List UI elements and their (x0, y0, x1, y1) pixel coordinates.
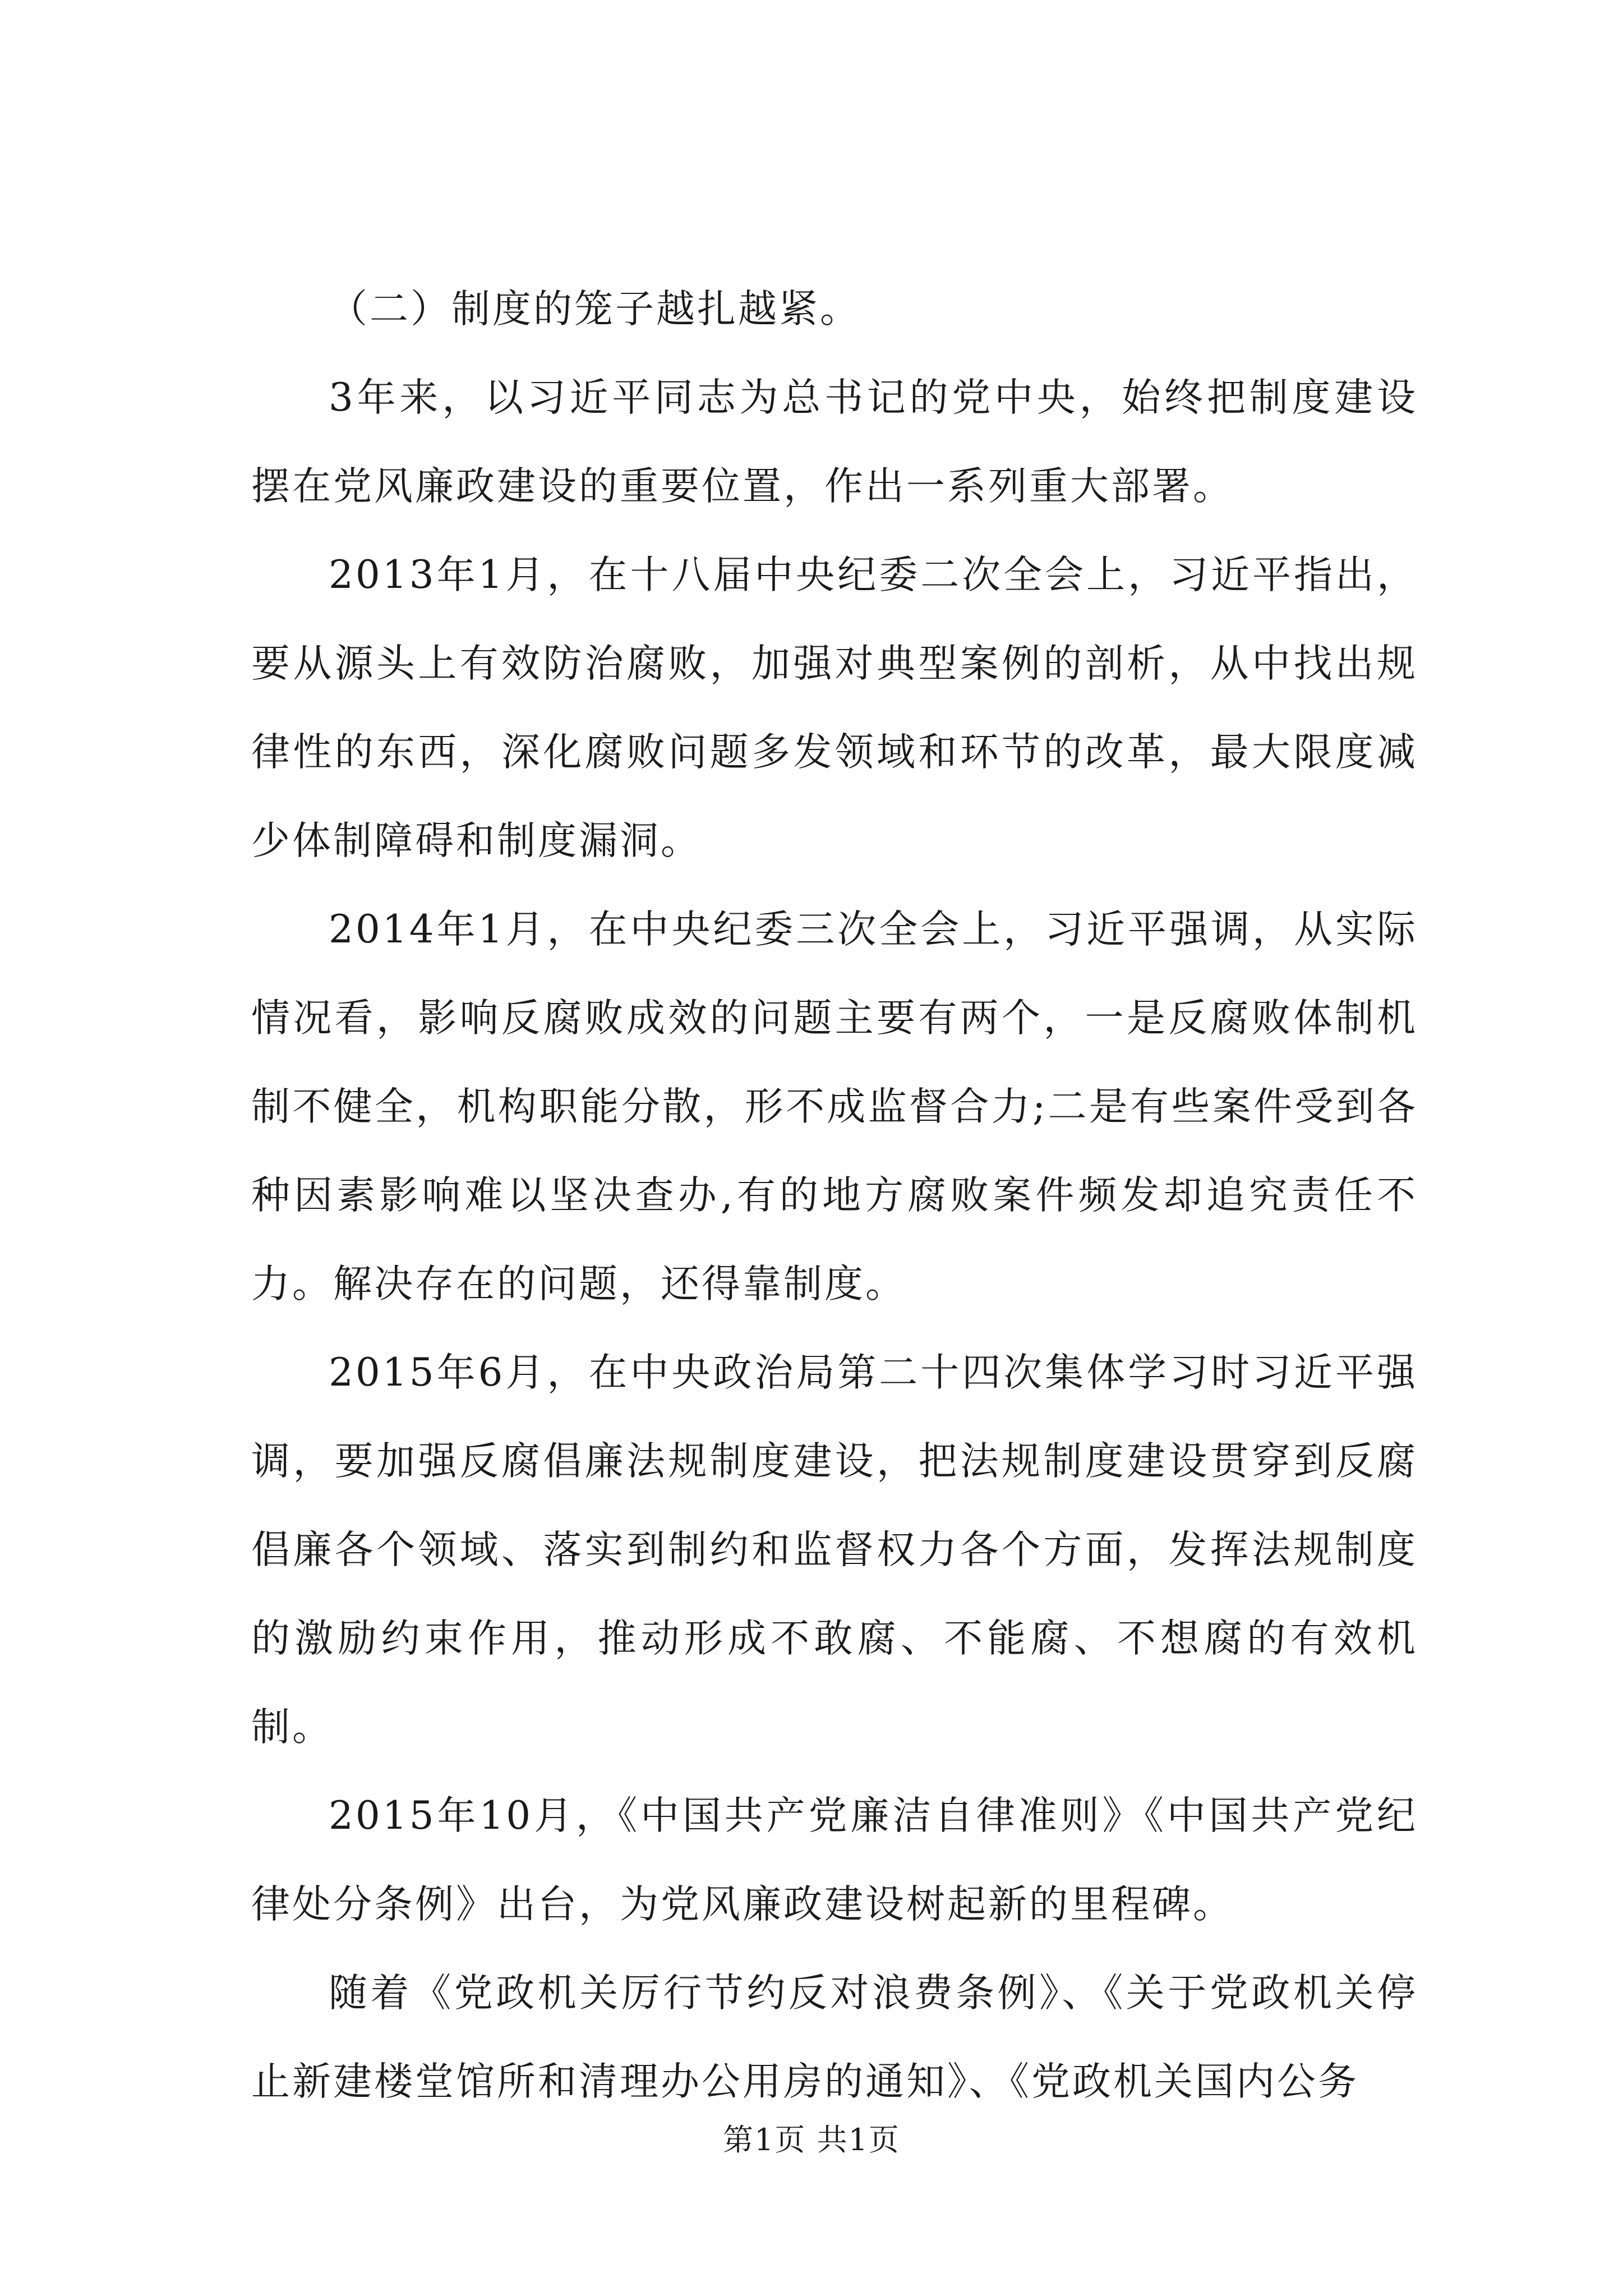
paragraph: 2014年1月，在中央纪委三次全会上，习近平强调，从实际情况看，影响反腐败成效的问题主要有两个，一是反腐败体制机制不健全，机构职能分散，形不成监督合力;二是有些案件受到各种因素影响难以坚决查办,有的地方腐败案件频发却追究责任不力。解决存在的问题，还得靠制度。 (251, 907, 1418, 1306)
paragraph: 3年来，以习近平同志为总书记的党中央，始终把制度建设摆在党风廉政建设的重要位置，作出一系列重大部署。 (251, 375, 1418, 509)
paragraph: 2015年6月，在中央政治局第二十四次集体学习时习近平强调，要加强反腐倡廉法规制度建设，把法规制度建设贯穿到反腐倡廉各个领域、落实到制约和监督权力各个方面，发挥法规制度的激励约束作用，推动形成不敢腐、不能腐、不想腐的有效机制。 (251, 1350, 1418, 1750)
document-body (251, 265, 1418, 2126)
paragraph: 2013年1月，在十八届中央纪委二次全会上，习近平指出，要从源头上有效防治腐败，加强对典型案例的剖析，从中找出规律性的东西，深化腐败问题多发领域和环节的改革，最大限度减少体制障碍和制度漏洞。 (251, 553, 1418, 863)
paragraph: 随着《党政机关厉行节约反对浪费条例》、《关于党政机关停止新建楼堂馆所和清理办公用房的通知》、《党政机关国内公务 (251, 1971, 1418, 2104)
page-number-footer: 第1页 共1页 (723, 2122, 900, 2157)
paragraph: 2015年10月，《中国共产党廉洁自律准则》《中国共产党纪律处分条例》出台，为党风廉政建设树起新的里程碑。 (251, 1793, 1418, 1927)
section-heading: （二）制度的笼子越扎越紧。 (329, 287, 861, 332)
